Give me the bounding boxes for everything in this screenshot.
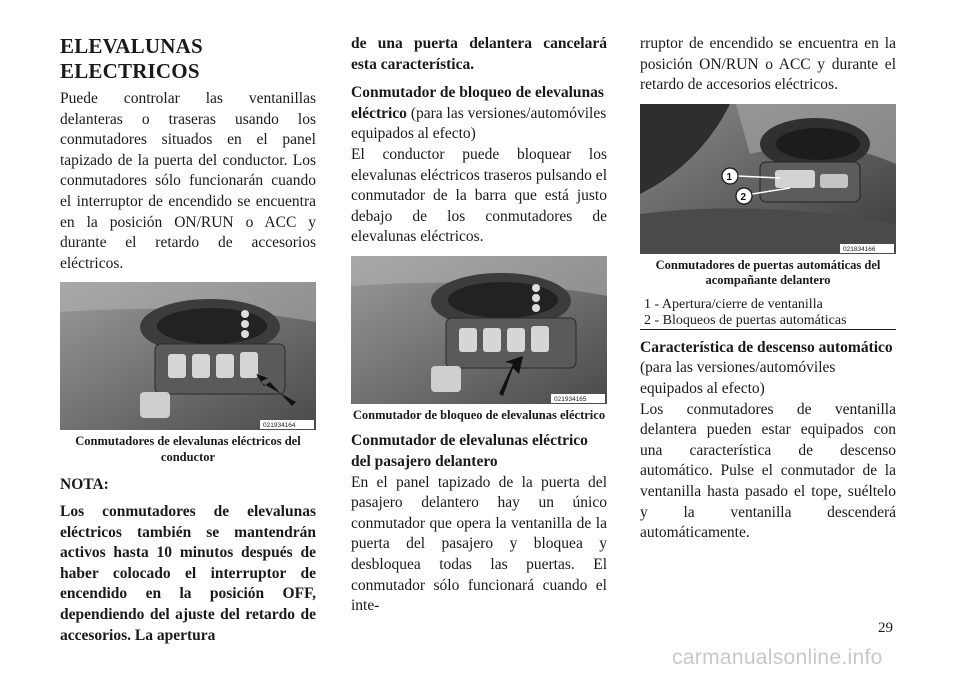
legend-item-1: 1 - Apertura/cierre de ventanilla: [644, 296, 823, 312]
figure-code: 021934165: [554, 395, 587, 403]
intro-paragraph: Puede controlar las ventanillas delanteras o traseras usando los conmutadores situados en el panel tapizado de la puerta del conductor. Los conmutadores sólo funcionarán cuando el interruptor de encendido se encuentra en la posición ON/RUN o ACC y durante el retardo de accesorios eléctricos.: [60, 90, 316, 272]
column-3: [640, 34, 896, 544]
lock-switch-heading: Conmutador de bloqueo de elevalunas eléctrico (para las versiones/automóviles equipados al efecto): [351, 84, 607, 143]
column-2: [351, 34, 607, 617]
passenger-switch-heading: Conmutador de elevalunas eléctrico del pasajero delantero: [351, 432, 588, 471]
lock-switch-photo: [351, 256, 607, 404]
page-number: 29: [878, 620, 893, 636]
legend-item-2: 2 - Bloqueos de puertas automáticas: [644, 312, 847, 328]
figure-caption: Conmutadores de puertas automáticas del acompañante delantero: [655, 257, 881, 288]
figure-code: 021834166: [843, 245, 876, 253]
auto-down-paragraph: Los conmutadores de ventanilla delantera pueden estar equipados con una característica de descenso automático. Pulse el conmutador de la ventanilla hasta pasado el tope, suéltelo y la ventanilla descenderá automáticamente.: [640, 400, 896, 542]
figure-caption: Conmutador de bloqueo de elevalunas eléctrico: [352, 407, 606, 422]
column-1: [60, 34, 316, 646]
passenger-switch-paragraph: En el panel tapizado de la puerta del pasajero delantero hay un único conmutador que opera la ventanilla de la puerta del pasajero y bloquea y desbloquea todas las puertas. El conmutador sólo funcionará cuando el inte-: [351, 473, 607, 615]
section-title: ELEVALUNAS ELECTRICOS: [60, 34, 203, 83]
lock-switch-paragraph: El conductor puede bloquear los elevalunas eléctricos traseros pulsando el conmutador de la barra que está justo debajo de los conmutadores de elevalunas eléctricos.: [351, 145, 607, 246]
note-label: NOTA:: [60, 476, 109, 494]
note-continuation: de una puerta delantera cancelará esta característica.: [351, 35, 607, 73]
paragraph-continuation: rruptor de encendido se encuentra en la posición ON/RUN o ACC y durante el retardo de accesorios eléctricos.: [640, 35, 896, 94]
driver-switches-photo: [60, 282, 316, 430]
note-text: Los conmutadores de elevalunas eléctricos también se mantendrán activos hasta 10 minutos después de haber colocado el interruptor de encendido en la posición OFF, dependiendo del ajuste del retardo de accesorios. La apertura: [60, 502, 316, 644]
watermark: carmanualsonline.info: [672, 646, 883, 669]
figure-code: 021934164: [263, 422, 296, 430]
figure-caption: Conmutadores de elevalunas eléctricos del conductor: [75, 434, 301, 464]
auto-down-heading: Característica de descenso automático (para las versiones/automóviles equipados al efecto): [640, 338, 893, 397]
figure-legend: [640, 297, 896, 330]
passenger-switches-photo: [640, 104, 896, 254]
callout-1: 1: [726, 171, 733, 183]
callout-2: 2: [740, 191, 747, 203]
